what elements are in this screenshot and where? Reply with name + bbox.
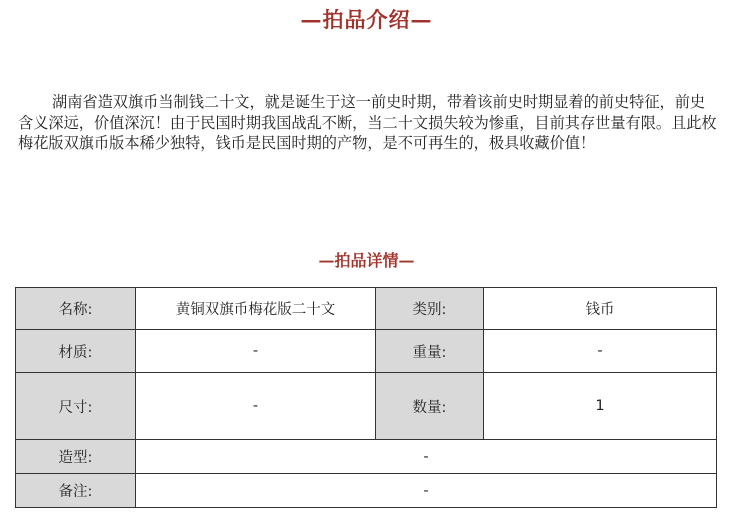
name-value: 黄铜双旗币梅花版二十文	[136, 288, 376, 330]
name-label: 名称:	[16, 288, 136, 330]
category-value: 钱币	[484, 288, 717, 330]
quantity-value: 1	[484, 373, 717, 440]
detail-table	[15, 287, 717, 508]
material-value: -	[136, 330, 376, 373]
intro-title: —拍品介绍—	[300, 7, 433, 32]
quantity-label: 数量:	[376, 373, 484, 440]
note-label: 备注:	[16, 474, 136, 508]
intro-text: 湖南省造双旗币当制钱二十文，就是诞生于这一前史时期，带着该前史时期显着的前史特征，前史含义深远，价值深沉！由于民国时期我国战乱不断，当二十文损失较为惨重，目前其存世量有限。且此枚梅花版双旗币版本稀少独特，钱币是民国时期的产物，是不可再生的，极具收藏价值！	[18, 93, 717, 152]
table-row	[16, 288, 717, 330]
detail-title: —拍品详情—	[318, 251, 415, 270]
weight-value: -	[484, 330, 717, 373]
shape-label: 造型:	[16, 440, 136, 474]
table-row	[16, 440, 717, 474]
table-row	[16, 373, 717, 440]
shape-value: -	[136, 440, 717, 474]
size-value: -	[136, 373, 376, 440]
category-label: 类别:	[376, 288, 484, 330]
weight-label: 重量:	[376, 330, 484, 373]
note-value: -	[136, 474, 717, 508]
table-row	[16, 330, 717, 373]
material-label: 材质:	[16, 330, 136, 373]
size-label: 尺寸:	[16, 373, 136, 440]
table-row	[16, 474, 717, 508]
